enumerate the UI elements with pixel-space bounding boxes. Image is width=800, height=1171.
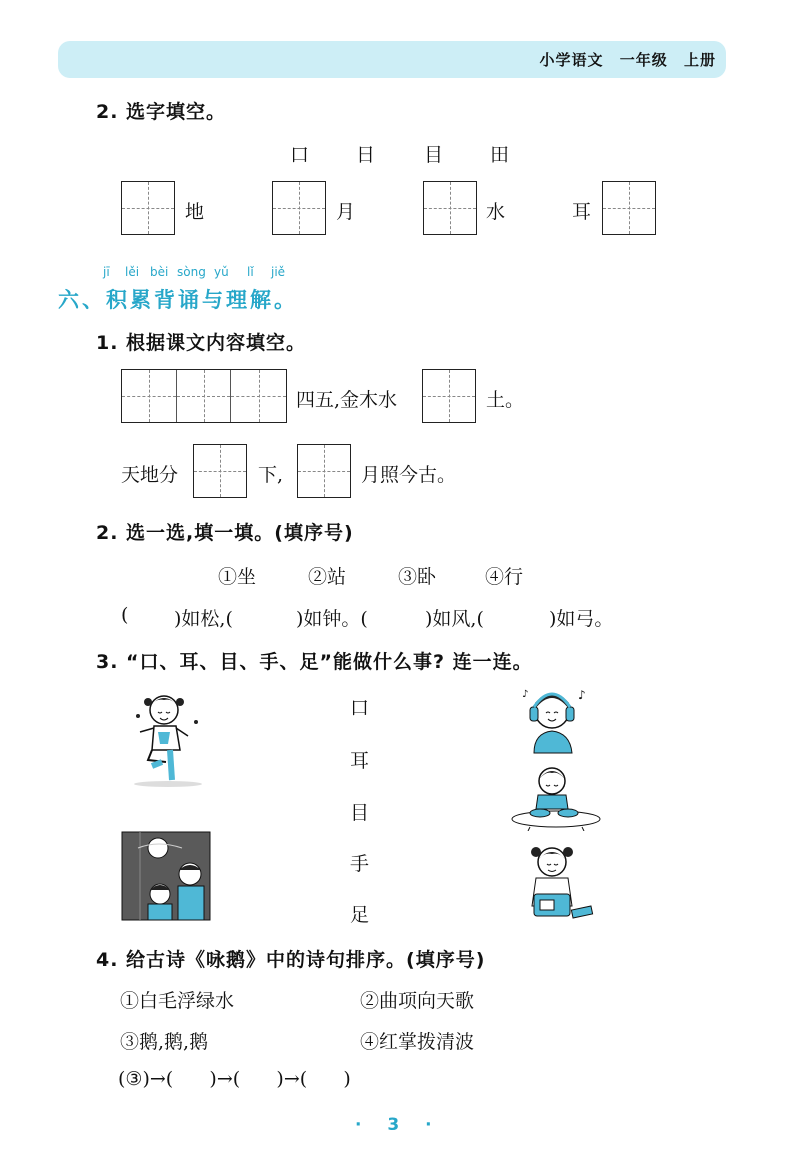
poem-line: ③鹅,鹅,鹅 xyxy=(120,1031,209,1053)
text-fragment: 四五,金木水 xyxy=(296,389,398,411)
tian-grid-box[interactable] xyxy=(193,444,247,498)
pinyin: jī xyxy=(103,265,110,279)
word-char: 水 xyxy=(486,201,506,223)
question-title: 3. “口、耳、目、手、足”能做什么事? 连一连。 xyxy=(96,651,533,673)
word-char: 耳 xyxy=(572,201,592,223)
tian-grid-box[interactable] xyxy=(297,444,351,498)
text-fragment: 月照今古。 xyxy=(361,464,457,486)
option-label: ④行 xyxy=(485,566,524,588)
boy-eating-image[interactable] xyxy=(510,763,602,831)
option-row xyxy=(0,562,800,588)
girl-headphones-image[interactable] xyxy=(520,683,592,755)
pinyin-row xyxy=(0,265,800,281)
tian-grid-strip[interactable] xyxy=(121,369,287,423)
blank-fragment: )如弓。 xyxy=(549,608,614,630)
fill-blank-row xyxy=(0,604,800,630)
option-char: 口 xyxy=(290,144,310,166)
girl-kicking-image[interactable] xyxy=(126,688,216,790)
organ-char[interactable]: 手 xyxy=(350,853,370,875)
tian-grid-box[interactable] xyxy=(422,369,476,423)
blank-fragment: )如风,( xyxy=(425,608,484,630)
blank-fragment: )如钟。( xyxy=(296,608,368,630)
tian-grid-box[interactable] xyxy=(602,181,656,235)
option-char: 田 xyxy=(490,144,510,166)
blank-fragment: ( xyxy=(121,604,129,626)
organ-char[interactable]: 足 xyxy=(350,904,370,926)
order-answer[interactable]: (③)→( )→( )→( ) xyxy=(118,1068,351,1090)
text-fragment: 土。 xyxy=(486,389,525,411)
question-title: 2. 选字填空。 xyxy=(96,101,227,123)
poem-line: ④红掌拨清波 xyxy=(360,1031,475,1053)
header-title: 小学语文 一年级 上册 xyxy=(539,51,716,69)
pinyin: jiě xyxy=(271,265,286,279)
word-char: 地 xyxy=(185,201,205,223)
pinyin: lǐ xyxy=(247,265,254,279)
option-char: 目 xyxy=(424,144,444,166)
option-row xyxy=(0,140,800,166)
option-label: ②站 xyxy=(308,566,347,588)
word-char: 月 xyxy=(336,201,356,223)
organ-char[interactable]: 目 xyxy=(350,802,370,824)
pinyin: lěi xyxy=(125,265,140,279)
question-title: 2. 选一选,填一填。(填序号) xyxy=(96,522,354,544)
organ-char[interactable]: 口 xyxy=(350,697,370,719)
page-number: · 3 · xyxy=(355,1115,442,1135)
text-fragment: 下, xyxy=(258,464,284,486)
section-title: 六、积累背诵与理解。 xyxy=(58,288,298,312)
option-char: 日 xyxy=(356,144,376,166)
pinyin: bèi xyxy=(150,265,169,279)
question-title: 1. 根据课文内容填空。 xyxy=(96,332,307,354)
pinyin: sòng xyxy=(177,265,206,279)
girl-typing-image[interactable] xyxy=(518,842,598,922)
option-label: ①坐 xyxy=(218,566,257,588)
tian-cell[interactable] xyxy=(177,370,232,422)
organ-char[interactable]: 耳 xyxy=(350,750,370,772)
svg-text:♪: ♪ xyxy=(522,689,529,700)
svg-text:♪: ♪ xyxy=(578,688,586,702)
kids-moon-window-image[interactable] xyxy=(120,830,212,922)
option-label: ③卧 xyxy=(398,566,437,588)
tian-grid-box[interactable] xyxy=(423,181,477,235)
question-title: 4. 给古诗《咏鹅》中的诗句排序。(填序号) xyxy=(96,949,486,971)
tian-cell[interactable] xyxy=(231,370,286,422)
poem-line: ②曲项向天歌 xyxy=(360,990,475,1012)
header-bar xyxy=(58,41,726,78)
poem-line: ①白毛浮绿水 xyxy=(120,990,235,1012)
tian-cell[interactable] xyxy=(122,370,177,422)
pinyin: yǔ xyxy=(214,265,229,279)
text-fragment: 天地分 xyxy=(121,464,179,486)
tian-grid-box[interactable] xyxy=(121,181,175,235)
blank-fragment: )如松,( xyxy=(174,608,233,630)
tian-grid-box[interactable] xyxy=(272,181,326,235)
